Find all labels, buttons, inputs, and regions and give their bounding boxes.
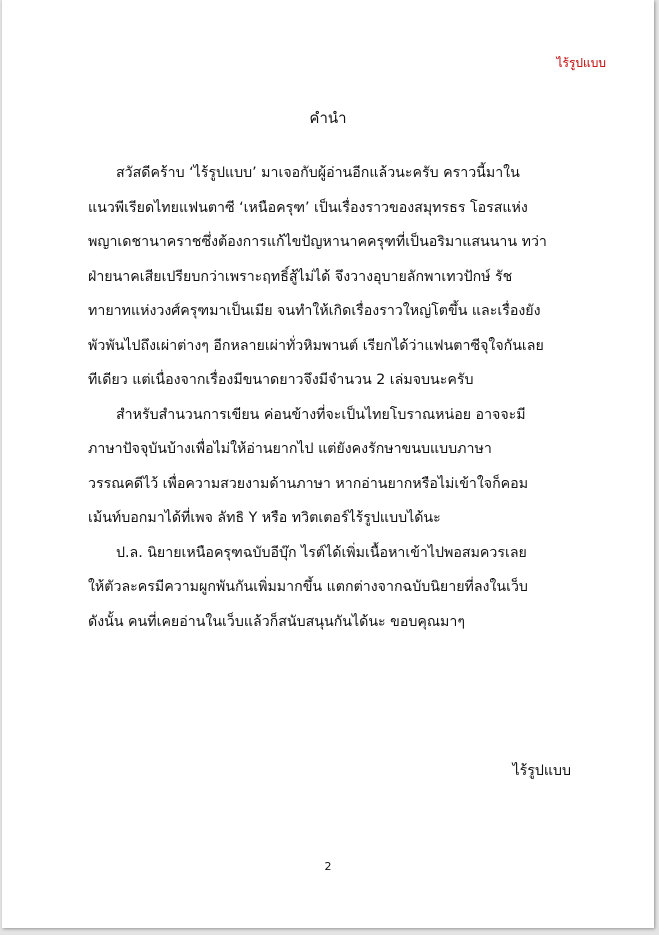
author-signature: ไร้รูปแบบ	[512, 763, 571, 779]
page-number: 2	[324, 860, 332, 873]
text-line: แนวพีเรียดไทยแฟนตาซี ‘เหนือครุฑ’ เป็นเรื่องราวของสมุทรธร โอรสแห่ง	[88, 199, 528, 216]
text-line: เม้นท์บอกมาได้ที่เพจ ลัทธิ Y หรือ ทวิตเตอร์ไร้รูปแบบได้นะ	[88, 510, 441, 526]
text-line: ให้ตัวละครมีความผูกพันกันเพิ่มมากขึ้น แตกต่างจากฉบับนิยายที่ลงในเว็บ	[88, 579, 528, 595]
text-line: ป.ล. นิยายเหนือครุฑฉบับอีบุ๊ก ไรต์ได้เพิ่มเนื้อหาเข้าไปพอสมควรเลย	[116, 544, 527, 561]
text-line: พญาเดชานาคราชซึ่งต้องการแก้ไขปัญหานาคครุฑที่เป็นอริมาแสนนาน ทว่า	[88, 234, 547, 250]
page-title: คำนำ	[309, 109, 347, 127]
text-line: พัวพันไปถึงเผ่าต่างๆ อีกหลายเผ่าทั่วหิมพานต์ เรียกได้ว่าแฟนตาซีจุใจกันเลย	[88, 337, 544, 354]
text-line: ทีเดียว แต่เนื่องจากเรื่องมีขนาดยาวจึงมีจำนวน 2 เล่มจบนะครับ	[88, 372, 474, 388]
paragraph-3	[88, 536, 588, 640]
text-line: ดังนั้น คนที่เคยอ่านในเว็บแล้วก็สนับสนุนกันได้นะ ขอบคุณมาๆ	[88, 613, 465, 630]
document-page	[2, 0, 654, 928]
text-line: ฝ่ายนาคเสียเปรียบกว่าเพราะฤทธิ์สู้ไม่ได้ จึงวางอุบายลักพาเทวปักษ์ รัช	[88, 268, 513, 285]
paragraph-2	[88, 398, 588, 536]
text-line: ภาษาปัจจุบันบ้างเพื่อไม่ให้อ่านยากไป แต่ยังคงรักษาขนบแบบภาษา	[88, 441, 492, 457]
text-line: ทายาทแห่งวงศ์ครุฑมาเป็นเมีย จนทำให้เกิดเรื่องราวใหญ่โตขึ้น และเรื่องยัง	[88, 303, 541, 319]
preface-body	[88, 156, 588, 639]
paragraph-1	[88, 156, 588, 398]
text-line: วรรณคดีไว้ เพื่อความสวยงามด้านภาษา หากอ่านยากหรือไม่เข้าใจก็คอม	[88, 475, 529, 492]
text-line: สวัสดีคร้าบ ‘ไร้รูปแบบ’ มาเจอกับผู้อ่านอีกแล้วนะครับ คราวนี้มาใน	[116, 165, 520, 181]
text-line: สำหรับสำนวนการเขียน ค่อนข้างที่จะเป็นไทยโบราณหน่อย อาจจะมี	[116, 406, 526, 423]
header-author-mark: ไร้รูปแบบ	[556, 56, 606, 70]
